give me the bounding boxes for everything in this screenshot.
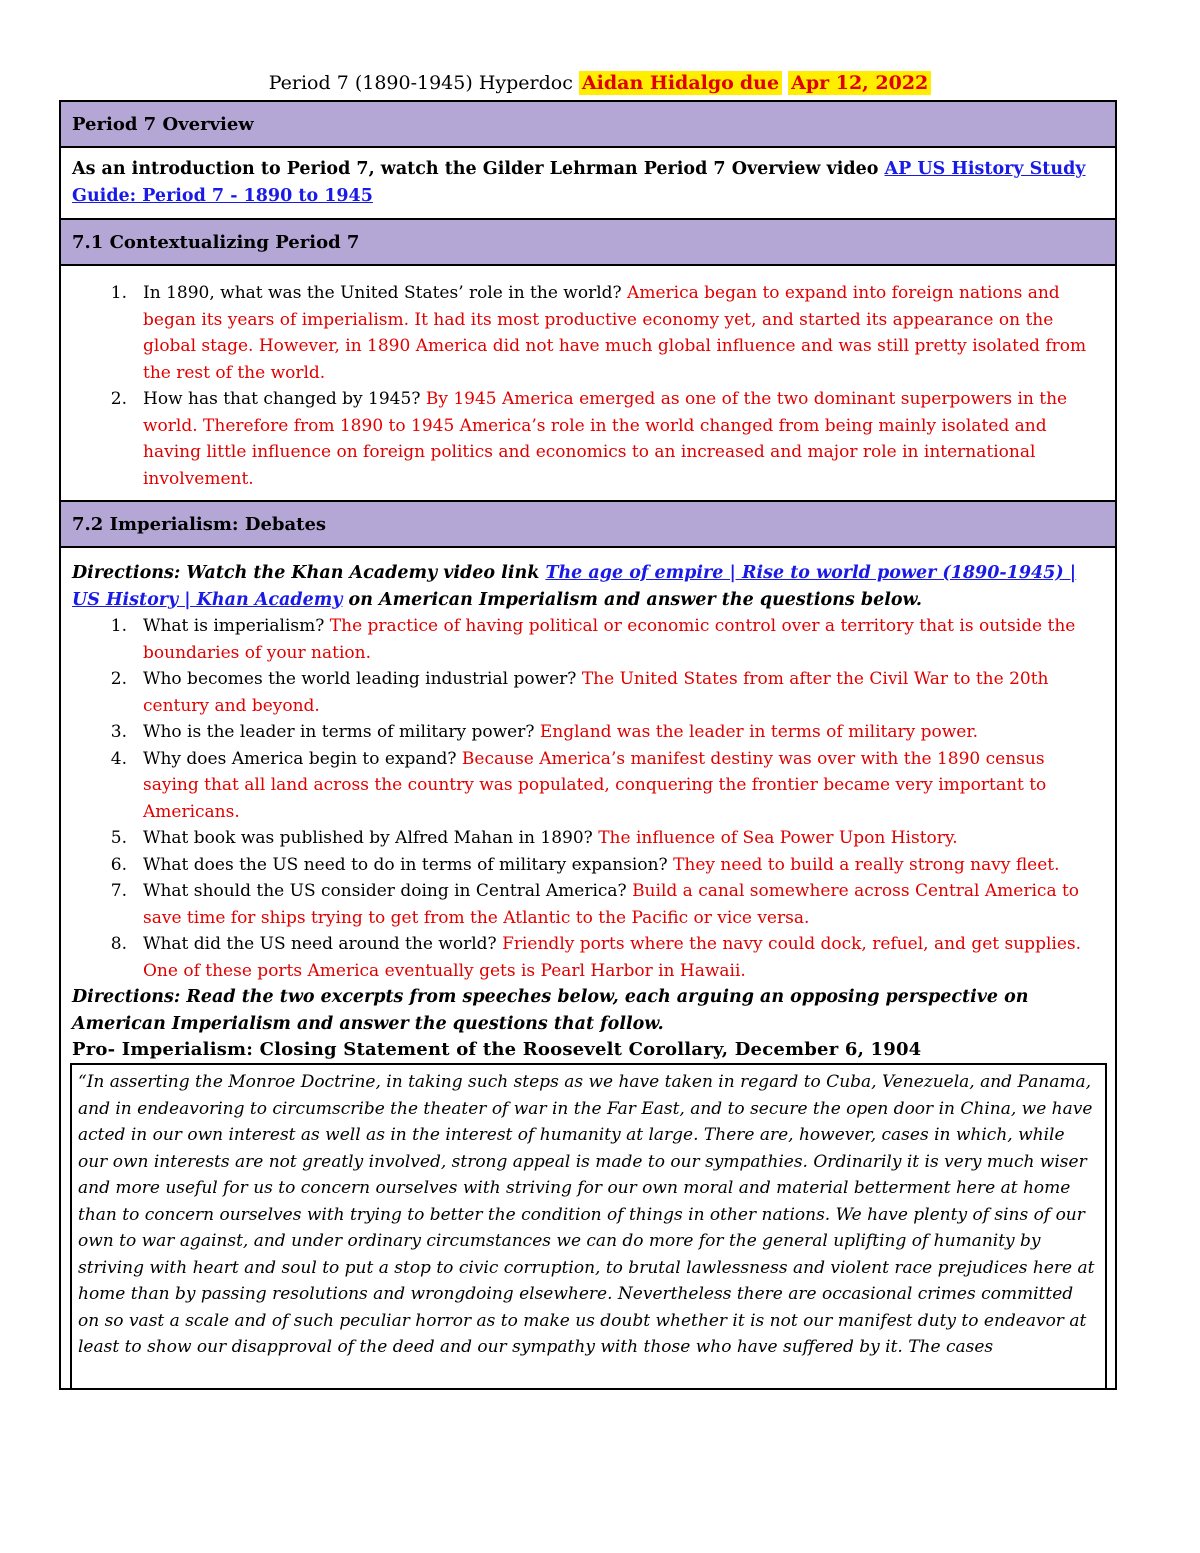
item-number: 2. xyxy=(110,389,127,409)
item-number: 2. xyxy=(110,669,127,689)
answer-text[interactable]: England was the leader in terms of military power. xyxy=(539,722,978,742)
answer-text[interactable]: The influence of Sea Power Upon History. xyxy=(598,828,958,848)
answer-text[interactable]: Friendly ports where the navy could dock, refuel, and get supplies. One of these ports America eventually gets is Pearl Harbor in Hawaii. xyxy=(143,934,1082,981)
hyperdoc-table xyxy=(59,100,1117,1390)
question-text: Who is the leader in terms of military power? xyxy=(143,722,535,742)
list-item xyxy=(61,746,1115,826)
answer-text[interactable]: Because America’s manifest destiny was over with the 1890 census saying that all land across the country was populated, conquering the frontier became very important to Americans. xyxy=(143,748,1047,822)
question-text: Why does America begin to expand? xyxy=(143,748,457,769)
directions-video-after: on American Imperialism and answer the questions below. xyxy=(348,589,922,610)
item-number: 1. xyxy=(110,616,127,636)
item-number: 4. xyxy=(110,748,127,769)
list-item xyxy=(61,386,1115,492)
item-number: 8. xyxy=(110,934,127,954)
due-label: due xyxy=(737,71,782,95)
document-title xyxy=(0,72,1200,94)
section-7-1-list xyxy=(61,280,1115,492)
list-item xyxy=(61,666,1115,719)
list-item xyxy=(61,931,1115,984)
overview-video-link[interactable]: AP US History Study Guide: Period 7 - 1890 to 1945 xyxy=(72,159,1086,206)
title-text: Period 7 (1890-1945) Hyperdoc xyxy=(268,72,573,94)
answer-text[interactable]: They need to build a really strong navy fleet. xyxy=(673,854,1060,875)
overview-header: Period 7 Overview xyxy=(61,102,1115,148)
list-item xyxy=(61,719,1115,746)
directions-video-text: Directions: Watch the Khan Academy video link xyxy=(72,563,540,583)
due-date: Apr 12, 2022 xyxy=(788,71,931,95)
overview-intro-text: As an introduction to Period 7, watch the Gilder Lehrman Period 7 Overview video xyxy=(72,159,879,179)
question-text: What is imperialism? xyxy=(143,616,325,636)
list-item xyxy=(61,613,1115,666)
directions-video xyxy=(61,560,1115,613)
answer-text[interactable]: The practice of having political or economic control over a territory that is outside the boundaries of your nation. xyxy=(143,616,1076,663)
list-item xyxy=(61,280,1115,386)
question-text: What does the US need to do in terms of military expansion? xyxy=(143,854,668,875)
directions-excerpts: Directions: Read the two excerpts from speeches below, each arguing an opposing perspective on American Imperialism and answer the questions that follow. xyxy=(72,987,1029,1034)
item-number: 3. xyxy=(110,722,127,742)
answer-text[interactable]: By 1945 America emerged as one of the two dominant superpowers in the world. Therefore from 1890 to 1945 America’s role in the world changed from being mainly isolated and having little influence on foreign politics and economics to an increased and major role in international involvement. xyxy=(143,389,1068,489)
answer-text[interactable]: Build a canal somewhere across Central America to save time for ships trying to get from the Atlantic to the Pacific or vice versa. xyxy=(143,881,1080,928)
section-7-2-body xyxy=(61,548,1115,1388)
question-text: What did the US need around the world? xyxy=(143,934,497,954)
item-number: 6. xyxy=(110,854,127,875)
list-item xyxy=(61,878,1115,931)
question-text: What book was published by Alfred Mahan in 1890? xyxy=(143,828,593,848)
question-text: What should the US consider doing in Central America? xyxy=(143,881,627,901)
question-text: In 1890, what was the United States’ role in the world? xyxy=(143,283,622,303)
overview-intro xyxy=(61,148,1115,220)
item-number: 5. xyxy=(110,828,127,848)
section-7-1-body xyxy=(61,266,1115,502)
section-7-2-header: 7.2 Imperialism: Debates xyxy=(61,502,1115,548)
item-number: 1. xyxy=(110,283,127,303)
list-item xyxy=(61,825,1115,852)
answer-text[interactable]: America began to expand into foreign nations and began its years of imperialism. It had its most productive economy yet, and started its appearance on the global stage. However, in 1890 America did not have much global influence and was still pretty isolated from the rest of the world. xyxy=(143,283,1087,383)
question-text: How has that changed by 1945? xyxy=(143,389,421,409)
list-item xyxy=(61,852,1115,879)
student-name: Aidan Hidalgo xyxy=(579,71,737,95)
answer-text[interactable]: The United States from after the Civil War to the 20th century and beyond. xyxy=(143,669,1049,716)
question-text: Who becomes the world leading industrial power? xyxy=(143,669,577,689)
section-7-1-header: 7.1 Contextualizing Period 7 xyxy=(61,220,1115,266)
item-number: 7. xyxy=(110,881,127,901)
roosevelt-quote: “In asserting the Monroe Doctrine, in taking such steps as we have taken in regard to Cuba, Venezuela, and Panama, and in endeavoring to circumscribe the theater of war in the Far East, and to secure the open door in China, we have acted in our own interest as well as in the interest of humanity at large. There are, however, cases in which, while our own interests are not greatly involved, strong appeal is made to our sympathies. Ordinarily it is very much wiser and more useful for us to concern ourselves with striving for our own moral and material betterment here at home than to concern ourselves with trying to better the condition of things in other nations. We have plenty of sins of our own to war against, and under ordinary circumstances we can do more for the general uplifting of humanity by striving with heart and soul to put a stop to civic corruption, to brutal lawlessness and violent race prejudices here at home than by passing resolutions and wrongdoing elsewhere. Nevertheless there are occasional crimes committed on so vast a scale and of such peculiar horror as to make us doubt whether it is not our manifest duty to endeavor at least to show our disapproval of the deed and our sympathy with those who have suffered by it. The cases xyxy=(70,1063,1107,1388)
khan-academy-link[interactable]: The age of empire | Rise to world power (1890-1945) | US History | Khan Academy xyxy=(72,563,1077,610)
pro-imperialism-heading: Pro- Imperialism: Closing Statement of the Roosevelt Corollary, December 6, 1904 xyxy=(72,1039,922,1060)
section-7-2-list xyxy=(61,613,1115,984)
